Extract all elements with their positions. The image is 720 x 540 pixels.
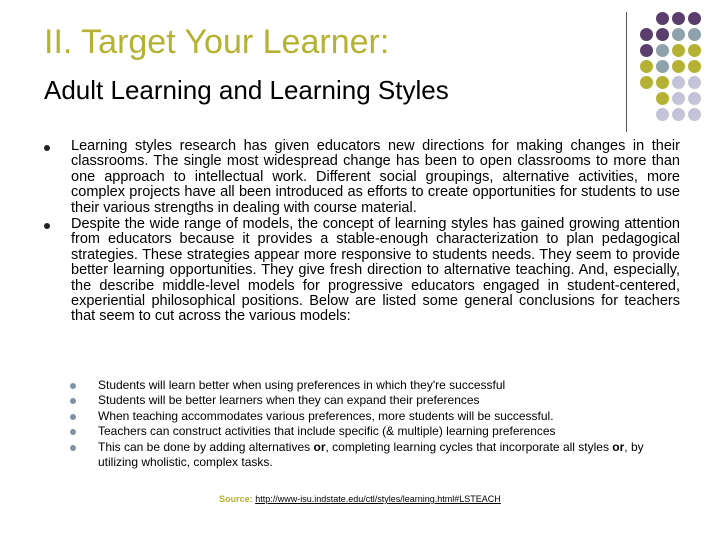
bullet-text: Learning styles research has given educators new directions for making changes in their classrooms. The single most widespread change has been to open classrooms to more than one approach to intellectual work. Different social groupings, alternative activities, more complex projects have all been introduced as efforts to create opportunities for students to use their various strengths in dealing with course material.: [71, 138, 680, 216]
decorative-dot: [688, 60, 701, 73]
decorative-dot: [672, 108, 685, 121]
decorative-dot: [672, 92, 685, 105]
decorative-dot: [672, 12, 685, 25]
bullet-icon: [70, 429, 76, 435]
decorative-dot: [688, 44, 701, 57]
decorative-dot: [640, 76, 653, 89]
decorative-dot: [672, 76, 685, 89]
decorative-dot: [656, 44, 669, 57]
bullet-icon: [44, 223, 50, 229]
decorative-dot: [640, 44, 653, 57]
conclusions-list: [70, 378, 680, 470]
conclusion-item: [70, 440, 680, 471]
decorative-dot: [656, 76, 669, 89]
decorative-dot: [688, 12, 701, 25]
decorative-dot: [656, 60, 669, 73]
bullet-icon: [70, 414, 76, 420]
decorative-dot: [672, 60, 685, 73]
source-citation: [0, 494, 720, 504]
divider-line: [626, 12, 627, 132]
conclusion-item: [70, 393, 680, 408]
emphasis-or: or: [313, 439, 326, 454]
bullet-icon: [70, 383, 76, 389]
bullet-icon: [70, 398, 76, 404]
conclusion-text: Students will be better learners when they can expand their preferences: [98, 393, 480, 408]
conclusion-text: Teachers can construct activities that include specific (& multiple) learning preferences: [98, 424, 556, 439]
bullet-icon: [70, 445, 76, 451]
bullet-icon: [44, 145, 50, 151]
decorative-dot: [672, 44, 685, 57]
decorative-dot: [640, 28, 653, 41]
decorative-dot: [640, 60, 653, 73]
conclusion-text: This can be done by adding alternatives: [98, 439, 314, 454]
decorative-dot: [688, 76, 701, 89]
conclusion-item: [70, 409, 680, 424]
decorative-dot: [656, 12, 669, 25]
decorative-dot: [656, 92, 669, 105]
decorative-dot: [688, 28, 701, 41]
conclusion-item: [70, 378, 680, 393]
bullet-item: [44, 139, 680, 216]
emphasis-or: or: [612, 439, 625, 454]
slide-title: II. Target Your Learner:: [44, 23, 390, 61]
decorative-dot: [656, 28, 669, 41]
slide-subtitle: Adult Learning and Learning Styles: [44, 75, 449, 105]
source-label: Source:: [219, 494, 253, 504]
main-bullet-list: [44, 139, 680, 326]
conclusion-text: , by utilizing wholistic, complex tasks.: [98, 439, 644, 470]
decorative-dot: [688, 92, 701, 105]
source-link[interactable]: http://www-isu.indstate.edu/ctl/styles/learning.html#LSTEACH: [255, 494, 501, 504]
conclusion-text: Students will learn better when using preferences in which they're successful: [98, 378, 506, 392]
bullet-item: [44, 217, 680, 325]
decorative-dot: [672, 28, 685, 41]
conclusion-text: , completing learning cycles that incorporate all styles: [325, 439, 613, 454]
decorative-dot: [688, 108, 701, 121]
conclusion-text: When teaching accommodates various preferences, more students will be successful.: [98, 408, 554, 423]
conclusion-item: [70, 424, 680, 439]
decorative-dot: [656, 108, 669, 121]
bullet-text: Despite the wide range of models, the concept of learning styles has gained growing attention from educators because it provides a stable-enough characterization to plan pedagogical strategies. These strategies appear more responsive to students needs. They seem to provide better learning opportunities. They give fresh direction to alternative teaching. And, especially, the describe middle-level models for progressive educators engaged in student-centered, experiential philosophical positions. Below are listed some general conclusions for teachers that seem to cut across the various models:: [71, 216, 680, 325]
